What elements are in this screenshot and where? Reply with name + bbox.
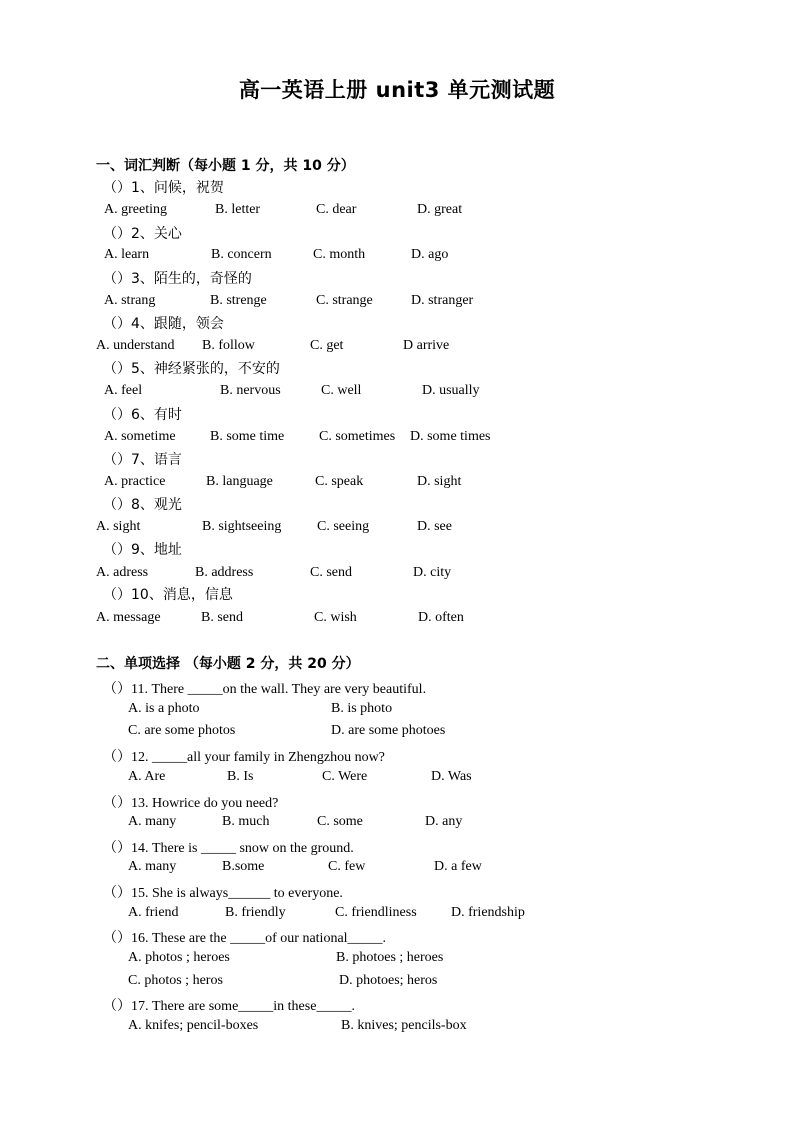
option-d: D arrive	[403, 338, 450, 353]
question-stem: （）6、有时	[103, 407, 182, 423]
option-a: A. feel	[104, 383, 143, 398]
option-c: C. photos ; heros	[128, 973, 223, 988]
option-c: C. well	[321, 383, 362, 398]
page-title: 高一英语上册 unit3 单元测试题	[238, 78, 556, 102]
option-d: D. friendship	[451, 905, 525, 920]
option-a: A. understand	[96, 338, 175, 353]
option-d: D. Was	[431, 769, 472, 784]
option-a: A. many	[128, 859, 177, 874]
option-d: D. often	[418, 610, 464, 625]
option-b: B.some	[222, 859, 265, 874]
option-a: A. many	[128, 814, 177, 829]
option-d: D. any	[425, 814, 463, 829]
question-stem: （）4、跟随，领会	[103, 316, 224, 332]
question-stem: （）8、观光	[103, 497, 182, 513]
question-stem: （）14. There is _____ snow on the ground.	[103, 841, 354, 856]
option-d: D. see	[417, 519, 452, 534]
option-d: D. great	[417, 202, 463, 217]
option-b: B. knives; pencils-box	[341, 1018, 467, 1033]
option-b: B. nervous	[220, 383, 281, 398]
option-a: A. Are	[128, 769, 166, 784]
option-a: A. adress	[96, 565, 149, 580]
option-d: D. some times	[410, 429, 491, 444]
question-stem: （）13. Howrice do you need?	[103, 796, 279, 811]
option-c: C. dear	[316, 202, 357, 217]
option-c: C. are some photos	[128, 723, 236, 738]
option-a: A. friend	[128, 905, 179, 920]
question-stem: （）3、陌生的，奇怪的	[103, 271, 252, 287]
option-c: C. wish	[314, 610, 357, 625]
option-b: B. is photo	[331, 701, 393, 716]
option-b: B. strenge	[210, 293, 267, 308]
question-stem: （）16. These are the _____of our national_____.	[103, 931, 387, 946]
option-b: B. concern	[211, 247, 272, 262]
option-d: D. a few	[434, 859, 482, 874]
option-a: A. strang	[104, 293, 156, 308]
question-stem: （）7、语言	[103, 452, 182, 468]
section-heading-single-choice: 二、单项选择 （每小题 2 分，共 20 分）	[96, 656, 360, 672]
option-b: B. follow	[202, 338, 255, 353]
option-a: A. sometime	[104, 429, 176, 444]
option-b: B. much	[222, 814, 270, 829]
option-a: A. practice	[104, 474, 166, 489]
option-b: B. address	[195, 565, 254, 580]
question-stem: （）1、问候，祝贺	[103, 180, 224, 196]
option-b: B. send	[201, 610, 243, 625]
option-c: C. get	[310, 338, 344, 353]
option-d: D. stranger	[411, 293, 474, 308]
option-c: C. seeing	[317, 519, 370, 534]
option-c: C. friendliness	[335, 905, 417, 920]
option-c: C. strange	[316, 293, 373, 308]
option-a: A. message	[96, 610, 161, 625]
option-a: A. photos ; heroes	[128, 950, 230, 965]
option-c: C. few	[328, 859, 366, 874]
option-c: C. month	[313, 247, 366, 262]
option-d: D. photoes; heros	[339, 973, 438, 988]
option-c: C. speak	[315, 474, 364, 489]
option-b: B. friendly	[225, 905, 286, 920]
option-a: A. is a photo	[128, 701, 200, 716]
question-stem: （）9、地址	[103, 542, 182, 558]
question-stem: （）10、消息，信息	[103, 587, 233, 603]
option-a: A. knifes; pencil-boxes	[128, 1018, 259, 1033]
option-b: B. letter	[215, 202, 261, 217]
option-b: B. sightseeing	[202, 519, 282, 534]
option-b: B. photoes ; heroes	[336, 950, 444, 965]
question-stem: （）11. There _____on the wall. They are very beautiful.	[103, 682, 427, 697]
option-c: C. some	[317, 814, 363, 829]
option-d: D. sight	[417, 474, 462, 489]
option-d: D. usually	[422, 383, 480, 398]
option-d: D. are some photoes	[331, 723, 446, 738]
option-c: C. Were	[322, 769, 368, 784]
question-stem: （）2、关心	[103, 226, 182, 242]
option-a: A. learn	[104, 247, 150, 262]
option-d: D. ago	[411, 247, 449, 262]
option-b: B. Is	[227, 769, 254, 784]
section-heading-vocabulary: 一、词汇判断（每小题 1 分，共 10 分）	[96, 158, 355, 174]
option-a: A. sight	[96, 519, 141, 534]
option-d: D. city	[413, 565, 452, 580]
option-c: C. send	[310, 565, 352, 580]
question-stem: （）17. There are some_____in these_____.	[103, 999, 355, 1014]
question-stem: （）12. _____all your family in Zhengzhou now?	[103, 750, 385, 765]
question-stem: （）15. She is always______ to everyone.	[103, 886, 343, 901]
option-b: B. language	[206, 474, 273, 489]
question-stem: （）5、神经紧张的，不安的	[103, 361, 280, 377]
option-c: C. sometimes	[319, 429, 396, 444]
option-b: B. some time	[210, 429, 285, 444]
option-a: A. greeting	[104, 202, 167, 217]
